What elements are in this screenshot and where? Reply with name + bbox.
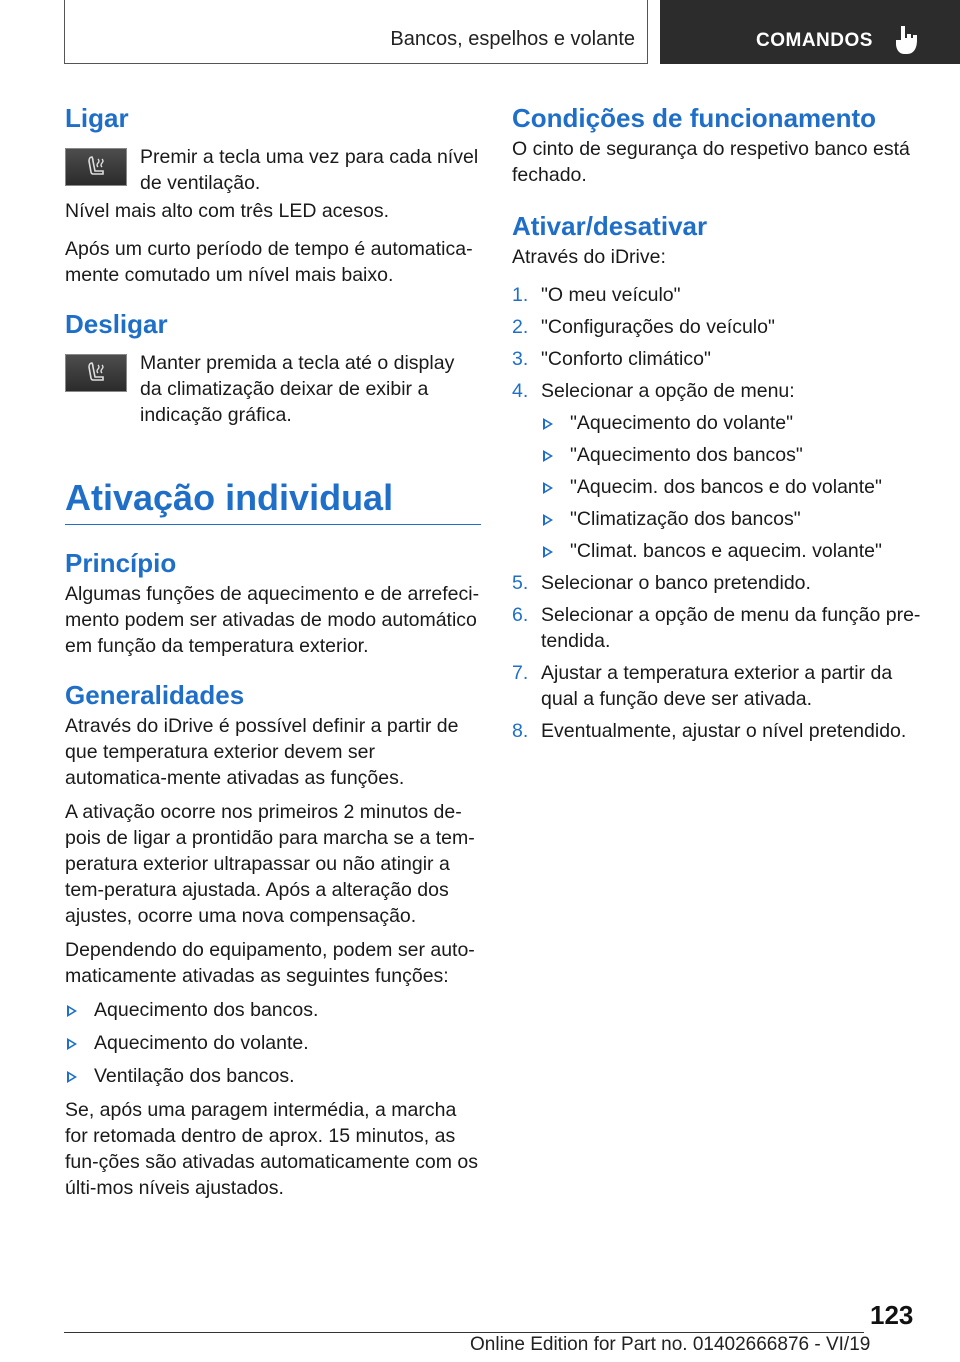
list-item xyxy=(512,282,932,308)
list-item xyxy=(512,378,932,404)
list-item: Aquecimento do volante. xyxy=(65,1030,481,1056)
list-item: Ventilação dos bancos. xyxy=(65,1063,481,1089)
list-item: "Climat. bancos e aquecim. volante" xyxy=(541,538,932,564)
heading-principio: Princípio xyxy=(65,548,177,578)
step-text: Ajustar a temperatura exterior a partir da qual a função deve ser ativada. xyxy=(541,662,893,710)
heading-ligar: Ligar xyxy=(65,103,129,133)
generalidades-paragraph-3: Dependendo do equipamento, podem ser auto‐maticamente ativadas as seguintes funções: xyxy=(65,939,475,987)
step-text: Eventualmente, ajustar o nível pretendido. xyxy=(541,720,907,742)
ativar-intro: Através do iDrive: xyxy=(512,246,666,268)
list-item xyxy=(512,570,932,596)
step-text: Selecionar a opção de menu: xyxy=(541,380,795,402)
list-item xyxy=(512,718,932,744)
ligar-instruction xyxy=(65,144,481,196)
step-number: 2. xyxy=(512,316,529,338)
seat-ventilation-button-icon xyxy=(65,354,127,392)
desligar-instruction xyxy=(65,350,481,428)
ligar-paragraph-1: Nível mais alto com três LED acesos. xyxy=(65,200,390,222)
generalidades-paragraph-4: Se, após uma paragem intermédia, a marcha for retomada dentro de aprox. 15 minutos, as fun‐ções são ativadas automaticamente com os últi‐mos níveis ajustados. xyxy=(65,1099,478,1199)
generalidades-paragraph-1: Através do iDrive é possível definir a partir de que temperatura exterior devem ser automatica‐mente ativadas as funções. xyxy=(65,715,459,789)
list-item: "Aquecim. dos bancos e do volante" xyxy=(541,474,932,500)
left-column xyxy=(65,100,481,1201)
heading-ativar-desativar: Ativar/desativar xyxy=(512,211,708,241)
step-text: Selecionar o banco pretendido. xyxy=(541,572,811,594)
header-section-box xyxy=(64,0,648,64)
chapter-tab-label: COMANDOS xyxy=(756,30,873,51)
step-text: Selecionar a opção de menu da função pre‐tendida. xyxy=(541,604,921,652)
heading-generalidades: Generalidades xyxy=(65,680,245,710)
step-number: 5. xyxy=(512,572,529,594)
list-item xyxy=(512,314,932,340)
header-section-title: Bancos, espelhos e volante xyxy=(390,28,635,50)
page-number: 123 xyxy=(870,1300,914,1330)
list-item: "Aquecimento dos bancos" xyxy=(541,442,932,468)
list-item xyxy=(512,346,932,372)
section-heading-rule xyxy=(65,524,481,525)
seat-ventilation-button-icon xyxy=(65,148,127,186)
list-item: Aquecimento dos bancos. xyxy=(65,997,481,1023)
list-item xyxy=(512,602,932,654)
generalidades-function-list xyxy=(65,997,481,1089)
step-number: 1. xyxy=(512,284,529,306)
heading-desligar: Desligar xyxy=(65,309,168,339)
list-item: "Climatização dos bancos" xyxy=(541,506,932,532)
desligar-text: Manter premida a tecla até o display da climatização deixar de exibir a indicação gráfica. xyxy=(140,352,455,426)
right-column xyxy=(512,100,932,744)
footer-rule xyxy=(64,1332,864,1333)
menu-options-list xyxy=(512,410,932,564)
step-number: 6. xyxy=(512,604,529,626)
step-text: "Configurações do veículo" xyxy=(541,316,775,338)
header-chapter-tab xyxy=(660,0,960,64)
step-number: 8. xyxy=(512,720,529,742)
ligar-text: Premir a tecla uma vez para cada nível de ventilação. xyxy=(140,146,479,194)
pointing-hand-icon xyxy=(892,24,922,56)
ativar-steps-list-continued xyxy=(512,570,932,744)
section-heading-ativacao-individual: Ativação individual xyxy=(65,477,394,518)
footer-edition-text: Online Edition for Part no. 01402666876 - VI/19 xyxy=(470,1334,871,1355)
list-item: "Aquecimento do volante" xyxy=(541,410,932,436)
step-text: "O meu veículo" xyxy=(541,284,681,306)
step-number: 3. xyxy=(512,348,529,370)
step-number: 7. xyxy=(512,662,529,684)
generalidades-paragraph-2: A ativação ocorre nos primeiros 2 minutos de‐pois de ligar a prontidão para marcha se a tem‐peratura exterior ultrapassar ou não atingir a tem‐peratura ajustada. Após a alteração dos ajustes, ocorre uma nova compensação. xyxy=(65,801,475,927)
step-text: "Conforto climático" xyxy=(541,348,711,370)
step-number: 4. xyxy=(512,380,529,402)
ligar-paragraph-2: Após um curto período de tempo é automatica‐mente comutado um nível mais baixo. xyxy=(65,238,473,286)
list-item xyxy=(512,660,932,712)
heading-condicoes: Condições de funcionamento xyxy=(512,103,877,133)
ativar-steps-list xyxy=(512,282,932,404)
principio-text: Algumas funções de aquecimento e de arrefeci‐mento podem ser ativadas de modo automático em função da temperatura exterior. xyxy=(65,583,480,657)
condicoes-text: O cinto de segurança do respetivo banco está fechado. xyxy=(512,138,910,186)
